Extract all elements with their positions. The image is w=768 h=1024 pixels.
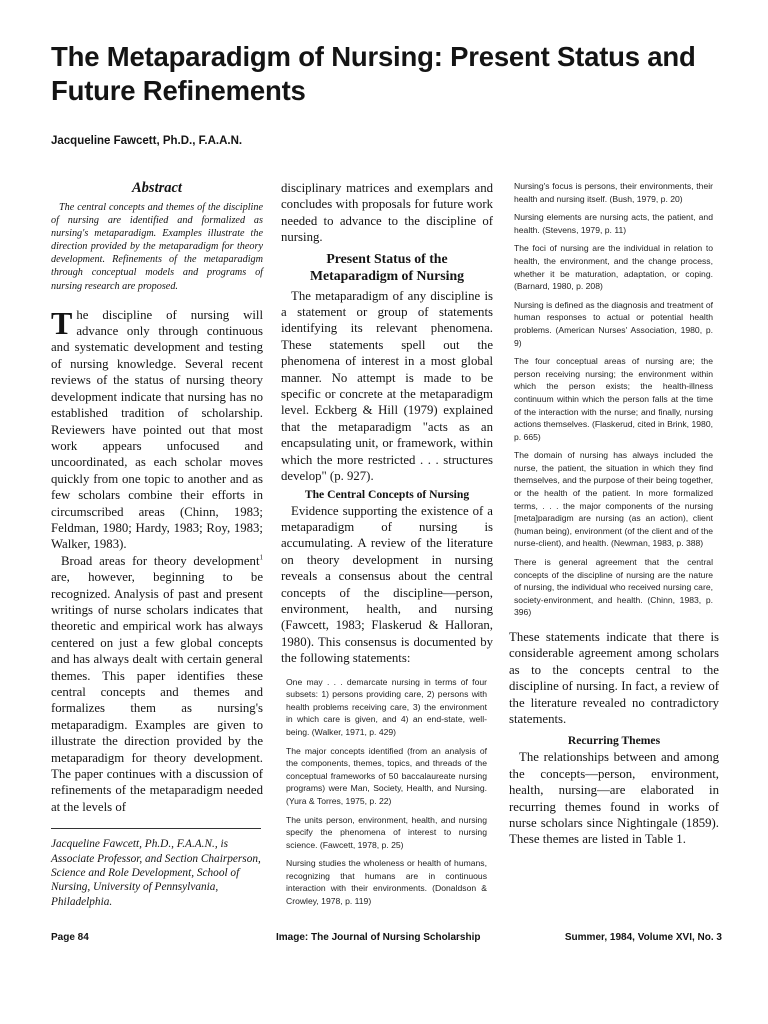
block-quote: Nursing studies the wholeness or health of humans, recognizing that humans are in continuous interaction with their environments. (Donaldson & Crowley, 1978, p. 119) [286,858,487,907]
subsection-heading: Recurring Themes [567,734,661,748]
abstract-text: The central concepts and themes of the discipline of nursing are identified and formalized as nursing's metaparadigm. Examples illustrate the direction provided by the metaparadigm for theory development. Refinements of the metaparadigm through conceptual models and programs of nursing research are proposed. [51,202,263,292]
paragraph-text: are, however, beginning to be recognized. Analysis of past and present writings of nurse scholars indicates that theoretic and empirical work has always centered on just a few global concepts and has always dealt with certain general themes. This paper identifies these central concepts and themes and formalizes them as nursing's metaparadigm. Examples are given to illustrate the direction provided by the metaparadigm for theory development. The paper continues with a discussion of refinements of the metaparadigm needed at the levels of [51,570,263,814]
source-credit: Image: The Journal of Nursing Scholarship [276,932,481,943]
intro-paragraph [51,304,263,553]
issue-info: Summer, 1984, Volume XVI, No. 3 [564,932,722,943]
column-left [51,180,263,909]
column-middle [281,180,493,914]
paragraph-text: Broad areas for theory development [61,553,260,568]
body-paragraph: The relationships between and among the concepts—person, environment, health, nursing—are elaborated in recurring themes found in works of nurse scholars since Nightingale (1859). These themes are listed in Table 1. [509,750,719,847]
column-right [509,180,719,848]
section-heading: Present Status of the Metaparadigm of Nursing [309,250,465,283]
block-quote: The domain of nursing has always included the nurse, the patient, the situation in which they find themselves, and the purpose of their being together, or the health of the patient. In more formalized terms, . . . the major components of the nursing [meta]paradigm are nursing (as an action), client (human being), environment (of the client and of the nurse-client), and health. (Newman, 1983, p. 388) [514,450,713,549]
article-title: The Metaparadigm of Nursing: Present Status and Future Refinements [51,41,696,106]
page-number: Page 84 [51,932,89,943]
body-paragraph: disciplinary matrices and exemplars and concludes with proposals for future work needed to advance to the discipline of nursing. [281,181,493,245]
block-quote: Nursing is defined as the diagnosis and treatment of human responses to actual or potential health problems. (American Nurses' Association, 1980, p. 9) [514,299,713,348]
block-quote: The foci of nursing are the individual in relation to health, the environment, and the change process, whether it be maturation, adaptation, or coping. (Barnard, 1980, p. 208) [514,243,713,292]
intro-text: he discipline of nursing will advance only through continuous and systematic development and testing of nursing knowledge. Several recent reviews of the status of nursing theory development indicate that nursing has no established tradition of scholarship. Reviewers have pointed out that most work appears unfocused and uncoordinated, as each scholar moves quickly from one topic to another and as few scholars combine their efforts in circumscribed areas (Chinn, 1983; Feldman, 1980; Hardy, 1983; Roy, 1983; Walker, 1983). [51,307,263,552]
footnote-divider [51,828,261,829]
drop-cap: T [51,304,73,341]
subsection-heading: The Central Concepts of Nursing [304,487,470,501]
block-quote: There is general agreement that the central concepts of the discipline of nursing are the nature of nursing, the individual who received nursing care, society-environment, and health. (Chinn, 1983, p. 396) [514,557,713,618]
author-note: Jacqueline Fawcett, Ph.D., F.A.A.N., is Associate Professor, and Section Chairperson, Science and Role Development, School of Nursing, University of Pennsylvania, Philadelphia. [51,838,261,908]
block-quote: Nursing elements are nursing acts, the patient, and health. (Stevens, 1979, p. 11) [514,212,713,235]
body-paragraph [51,553,263,816]
block-quote: Nursing's focus is persons, their environments, their health and nursing itself. (Bush, 1979, p. 20) [514,181,713,204]
block-quote: The four conceptual areas of nursing are; the person receiving nursing; the environment within which the person exists; the health-illness continuum within which the person falls at the time of the interaction with the nurse; and finally, nursing actions themselves. (Flaskerud, cited in Brink, 1980, p. 665) [514,356,713,442]
author-byline: Jacqueline Fawcett, Ph.D., F.A.A.N. [51,135,243,147]
abstract-heading: Abstract [132,180,182,196]
block-quote: The units person, environment, health, and nursing specify the phenomena of interest to nursing science. (Fawcett, 1978, p. 25) [286,814,487,850]
block-quote: The major concepts identified (from an analysis of the components, themes, topics, and threads of the conceptual frameworks of 50 baccalaureate nursing programs) were Man, Society, Health, and Nursing. (Yura & Torres, 1975, p. 22) [286,745,487,806]
body-paragraph: These statements indicate that there is considerable agreement among scholars as to the concepts central to the discipline of nursing. In fact, a review of the literature revealed no contradictory statements. [509,630,719,727]
footnote-marker: 1 [259,553,263,562]
block-quote: One may . . . demarcate nursing in terms of four subsets: 1) persons providing care, 2) persons with health problems receiving care, 3) the environment in which care is given, and 4) an end-state, well-being. (Walker, 1971, p. 429) [286,676,487,737]
body-paragraph: The metaparadigm of any discipline is a statement or group of statements identifying its relevant phenomena. These statements spell out the phenomena of interest in a most global manner. No attempt is made to be specific or concrete at the metaparadigm level. Eckberg & Hill (1979) explained that the metaparadigm "acts as an encapsulating unit, or framework, within which the more restricted . . . structures develop" (p. 927). [281,288,493,484]
body-paragraph: Evidence supporting the existence of a metaparadigm of nursing is accumulating. A review of the literature on theory development in nursing reveals a consensus about the central concepts of the discipline—person, environment, health, and nursing (Fawcett, 1983; Flaskerud & Halloran, 1980). This consensus is documented by the following statements: [281,503,493,666]
